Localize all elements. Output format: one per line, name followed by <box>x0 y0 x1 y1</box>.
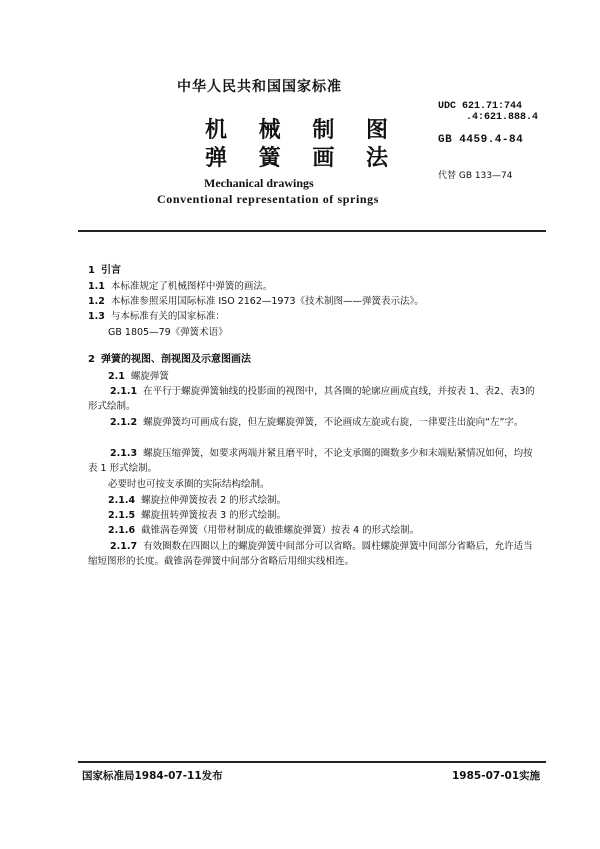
clause-2-1-4: 2.1.4 螺旋拉伸弹簧按表 2 的形式绘制。 <box>108 495 287 506</box>
standard-number: GB 4459.4-84 <box>438 134 524 146</box>
clause-2-1-1: 2.1.1 在平行于螺旋弹簧轴线的投影面的视图中，其各圈的轮廓应画成直线，并按表 1、表2、表3的形式绘制。 <box>88 386 535 412</box>
udc-code <box>438 101 538 123</box>
clause-1-2: 1.2 本标准参照采用国际标准 ISO 2162—1973《技术制图——弹簧表示法》。 <box>88 296 424 307</box>
clause-2-1-2: 2.1.2 螺旋弹簧均可画成右旋，但左旋螺旋弹簧，不论画成左旋或右旋，一律要注出旋向“左”字。 <box>110 417 524 428</box>
english-title-line1: Mechanical drawings <box>204 176 314 190</box>
issue-date: 国家标准局1984-07-11发布 <box>82 770 223 782</box>
clause-2-1-3: 2.1.3 螺旋压缩弹簧，如要求两端并紧且磨平时，不论支承圈的圈数多少和末端贴紧情况如何，均按表 1 形式绘制。 <box>88 448 533 474</box>
clause-2-1-5: 2.1.5 螺旋扭转弹簧按表 3 的形式绘制。 <box>108 510 287 521</box>
clause-2-1-6: 2.1.6 截锥涡卷弹簧（用带材制成的截锥螺旋弹簧）按表 4 的形式绘制。 <box>108 525 420 536</box>
header-divider <box>78 230 546 232</box>
replaces-note: 代替 GB 133—74 <box>438 171 513 181</box>
section-1-heading: 1 引言 <box>88 265 121 276</box>
udc-line1: UDC 621.71:744 <box>438 101 523 112</box>
footer-divider <box>78 761 546 763</box>
udc-line2: .4:621.888.4 <box>466 112 539 123</box>
page-title: 机 械 制 图 <box>205 117 400 143</box>
clause-1-1: 1.1 本标准规定了机械图样中弹簧的画法。 <box>88 281 273 292</box>
clause-2-1-3-note: 必要时也可按支承圈的实际结构绘制。 <box>108 479 270 490</box>
page-subtitle: 弹 簧 画 法 <box>205 145 400 171</box>
section-2-heading: 2 弹簧的视图、剖视图及示意图画法 <box>88 354 251 365</box>
clause-2-1-7: 2.1.7 有效圈数在四圈以上的螺旋弹簧中间部分可以省略。圆柱螺旋弹簧中间部分省略后，允许适当缩短图形的长度。截锥涡卷弹簧中间部分省略后用细实线相连。 <box>88 541 533 567</box>
reference-standard: GB 1805—79《弹簧术语》 <box>108 327 228 338</box>
english-title-line2: Conventional representation of springs <box>157 192 380 206</box>
clause-1-3: 1.3 与本标准有关的国家标准： <box>88 311 225 322</box>
issuing-authority: 中华人民共和国国家标准 <box>177 79 342 95</box>
clause-2-1: 2.1 螺旋弹簧 <box>108 371 169 382</box>
effective-date: 1985-07-01实施 <box>452 770 541 782</box>
